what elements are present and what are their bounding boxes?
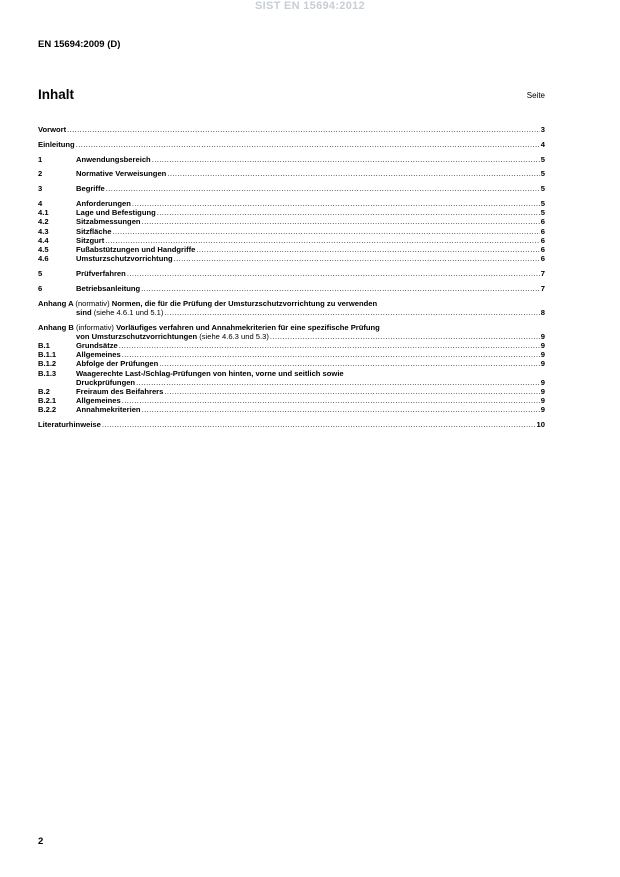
toc-entry-page: 6 (540, 217, 545, 227)
toc-entry-page: 10 (536, 420, 545, 430)
toc-entry-b-2[interactable] (38, 387, 545, 396)
annex-title: Vorläufiges verfahren und Annahmekriterien für eine spezifische Prüfung (116, 322, 380, 332)
toc-entry-einleitung[interactable] (38, 140, 545, 149)
annex-title-continued: sind (76, 307, 92, 317)
toc-entry-6[interactable] (38, 284, 545, 293)
dot-leader (196, 245, 539, 254)
toc-entry-title: Freiraum des Beifahrers (76, 387, 164, 397)
toc-entry-4-6[interactable] (38, 254, 545, 263)
toc-entry-page: 5 (540, 208, 545, 218)
dot-leader (132, 199, 540, 208)
toc-entry-title: Sitzgurt (76, 235, 105, 245)
annex-title-continued: von Umsturzschutzvorrichtungen (76, 331, 198, 341)
dot-leader (106, 184, 540, 193)
toc-entry-page: 9 (540, 341, 545, 350)
toc-entry-title: Fußabstützungen und Handgriffe (76, 245, 196, 254)
toc-entry-title: Literaturhinweise (38, 420, 101, 430)
toc-entry-anhang-b-continuation[interactable] (38, 332, 545, 341)
toc-entry-3[interactable] (38, 184, 545, 193)
annex-reference: (siehe 4.6.1 und 5.1) (93, 307, 164, 317)
toc-entry-page: 5 (540, 169, 545, 179)
toc-entry-number: 5 (38, 269, 43, 278)
annex-kind: (informativ) (75, 322, 114, 332)
toc-entry-page: 5 (540, 154, 545, 164)
toc-entry-b-2-2[interactable] (38, 405, 545, 414)
toc-entry-title: Anforderungen (76, 198, 131, 208)
toc-entry-5[interactable] (38, 269, 545, 278)
annex-kind: (normativ) (75, 298, 110, 308)
toc-entry-anhang-a[interactable] (38, 299, 545, 308)
toc-entry-page: 7 (540, 283, 545, 293)
toc-entry-number: 3 (38, 184, 43, 194)
toc-entry-number: B.2.1 (38, 396, 57, 406)
toc-entry-4-4[interactable] (38, 236, 545, 245)
dot-leader (167, 169, 539, 178)
toc-entry-page: 9 (540, 331, 545, 341)
dot-leader (127, 269, 540, 278)
toc-entry-title: Betriebsanleitung (76, 283, 141, 293)
toc-entry-number: B.2.2 (38, 405, 57, 415)
toc-entry-literaturhinweise[interactable] (38, 420, 545, 429)
page-number: 2 (38, 836, 44, 847)
toc-entry-page: 6 (540, 245, 545, 254)
toc-entry-title: Einleitung (38, 139, 75, 149)
toc-entry-title: Allgemeines (76, 396, 121, 406)
toc-entry-title: Waagerechte Last-/Schlag-Prüfungen von hinten, vorne und seitlich sowie (76, 368, 344, 378)
dot-leader (270, 332, 540, 341)
toc-entry-4-1[interactable] (38, 208, 545, 217)
toc-entry-anhang-a-continuation[interactable] (38, 308, 545, 317)
toc-entry-number: B.1.2 (38, 359, 57, 369)
toc-entry-b-2-1[interactable] (38, 396, 545, 405)
toc-entry-title: Abfolge der Prüfungen (76, 359, 159, 369)
toc-entry-number: 4.1 (38, 208, 49, 218)
dot-leader (67, 125, 540, 134)
watermark: SIST EN 15694:2012 (255, 0, 365, 12)
toc-entry-number: B.2 (38, 387, 50, 397)
toc-entry-number: 4.6 (38, 254, 49, 264)
toc-entry-page: 6 (540, 235, 545, 245)
dot-leader (136, 378, 540, 387)
toc-entry-4-2[interactable] (38, 217, 545, 226)
toc-entry-page: 9 (540, 350, 545, 360)
page-column-label: Seite (526, 91, 545, 100)
toc-entry-number: 6 (38, 283, 43, 293)
toc-entry-page: 9 (540, 377, 545, 387)
document-id: EN 15694:2009 (D) (38, 39, 121, 50)
annex-label: Anhang B (38, 322, 74, 332)
toc-entry-title: Lage und Befestigung (76, 208, 156, 218)
toc-entry-vorwort[interactable] (38, 125, 545, 134)
toc-entry-page: 6 (540, 226, 545, 236)
toc-entry-number: B.1.3 (38, 368, 57, 378)
toc-entry-number: 2 (38, 169, 43, 179)
toc-entry-anhang-b[interactable] (38, 323, 545, 332)
annex-label: Anhang A (38, 298, 74, 308)
toc-entry-title: Annahmekriterien (76, 405, 141, 415)
toc-title: Inhalt (38, 87, 74, 102)
toc-entry-number: 4 (38, 198, 43, 208)
toc-entry-number: 4.2 (38, 217, 49, 227)
toc-entry-1[interactable] (38, 155, 545, 164)
annex-title: Normen, die für die Prüfung der Umsturzschutzvorrichtung zu verwenden (111, 298, 378, 308)
toc-entry-number: 1 (38, 154, 43, 164)
toc-entry-number: B.1.1 (38, 350, 57, 360)
dot-leader (141, 284, 540, 293)
dot-leader (142, 405, 540, 414)
toc-entry-page: 5 (540, 198, 545, 208)
toc-entry-page: 9 (540, 387, 545, 397)
toc-entry-page: 5 (540, 184, 545, 194)
dot-leader (152, 155, 540, 164)
toc-entry-title: Sitzabmessungen (76, 217, 141, 227)
toc-entry-page: 9 (540, 359, 545, 369)
toc-entry-title-continued: Druckprüfungen (76, 377, 136, 387)
toc-entry-title: Grundsätze (76, 341, 118, 350)
toc-entry-page: 9 (540, 396, 545, 406)
dot-leader (164, 387, 539, 396)
toc-entry-number: B.1 (38, 341, 50, 350)
toc-entry-title: Umsturzschutzvorrichtung (76, 254, 173, 264)
toc-entry-4[interactable] (38, 199, 545, 208)
toc-entry-page: 7 (540, 269, 545, 278)
toc-entry-title: Prüfverfahren (76, 269, 126, 278)
dot-leader (174, 254, 540, 263)
toc-entry-2[interactable] (38, 169, 545, 178)
toc-entry-title: Allgemeines (76, 350, 121, 360)
toc-entry-number: 4.5 (38, 245, 49, 254)
toc-entry-page: 8 (540, 307, 545, 317)
dot-leader (76, 140, 540, 149)
toc-entry-b-1-3-continuation[interactable] (38, 378, 545, 387)
toc-entry-b-1-2[interactable] (38, 359, 545, 368)
dot-leader (119, 341, 540, 350)
toc-entry-title: Sitzfläche (76, 226, 112, 236)
toc-entry-4-3[interactable] (38, 227, 545, 236)
toc-entry-page: 4 (540, 139, 545, 149)
toc-entry-b-1[interactable] (38, 341, 545, 350)
dot-leader (122, 350, 540, 359)
toc-entry-number: 4.4 (38, 235, 49, 245)
dot-leader (112, 227, 539, 236)
dot-leader (159, 359, 540, 368)
toc-entry-page: 3 (540, 125, 545, 134)
toc-entry-4-5[interactable] (38, 245, 545, 254)
toc-entry-number: 4.3 (38, 226, 49, 236)
toc-entry-page: 6 (540, 254, 545, 264)
dot-leader (102, 420, 536, 429)
dot-leader (164, 308, 539, 317)
toc-entry-page: 9 (540, 405, 545, 415)
toc-entry-title: Normative Verweisungen (76, 169, 167, 179)
dot-leader (122, 396, 540, 405)
toc-entry-title: Anwendungsbereich (76, 154, 151, 164)
toc-entry-title: Begriffe (76, 184, 105, 194)
annex-reference: (siehe 4.6.3 und 5.3) (199, 331, 269, 341)
toc-entry-b-1-1[interactable] (38, 350, 545, 359)
dot-leader (142, 217, 540, 226)
dot-leader (105, 236, 540, 245)
table-of-contents (38, 125, 545, 429)
toc-entry-b-1-3[interactable] (38, 369, 545, 378)
toc-entry-title: Vorwort (38, 125, 67, 134)
dot-leader (157, 208, 540, 217)
